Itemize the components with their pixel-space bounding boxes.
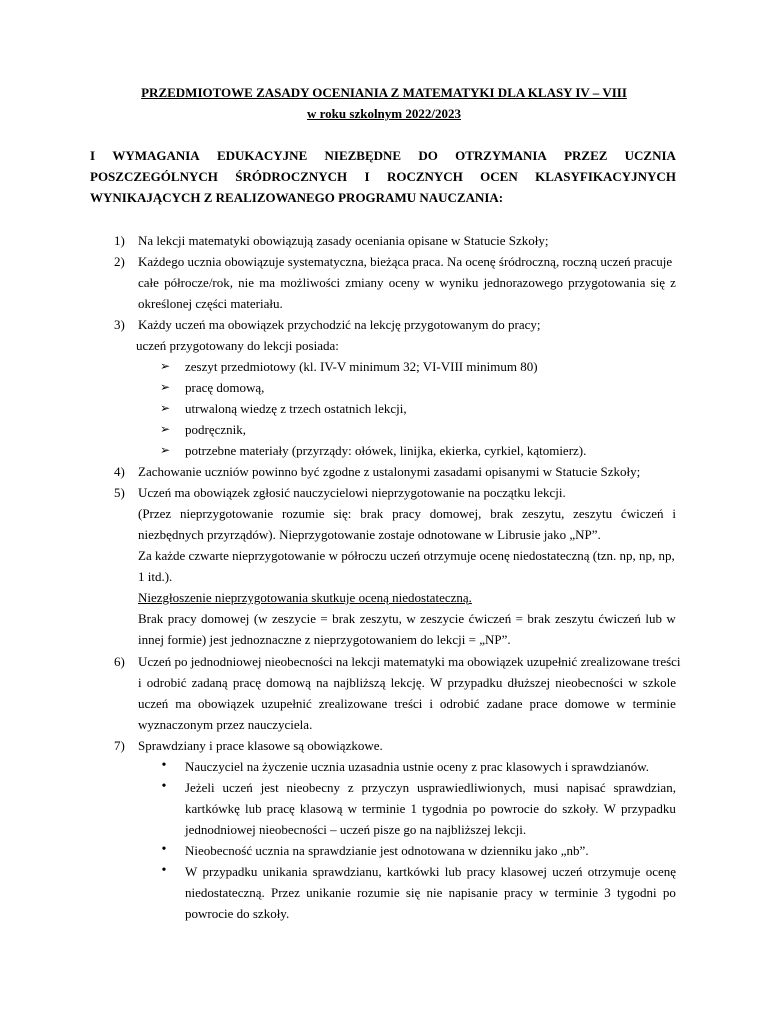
list-item-text bbox=[138, 506, 676, 522]
word: uczeń bbox=[222, 780, 253, 795]
list-item-text: innej formie) jest jednoznaczne z nieprzygotowaniem do lekcji = „NP”. bbox=[138, 632, 511, 647]
section-heading-line-3: WYNIKAJĄCYCH Z REALIZOWANEGO PROGRAMU NAUCZANIA: bbox=[90, 190, 504, 205]
underlined-rule-text: Niezgłoszenie nieprzygotowania skutkuje oceną niedostateczną. bbox=[138, 590, 472, 605]
word: DO bbox=[418, 148, 438, 163]
word: terminie bbox=[362, 801, 406, 816]
word: ŚRÓDROCZNYCH bbox=[235, 169, 348, 184]
word: w bbox=[666, 611, 676, 626]
word: (w bbox=[253, 611, 268, 626]
word: jednorazowego bbox=[483, 275, 563, 290]
bullet-item bbox=[185, 864, 676, 880]
arrow-list-item: podręcznik, bbox=[185, 422, 247, 437]
word: lub bbox=[444, 864, 462, 879]
word: = bbox=[320, 611, 328, 626]
word: domowej bbox=[201, 611, 250, 626]
list-item-text: Na lekcji matematyki obowiązują zasady oceniania opisane w Statucie Szkoły; bbox=[138, 233, 549, 248]
word: i bbox=[138, 675, 142, 690]
word: unikania bbox=[262, 864, 308, 879]
word: lekcję. bbox=[390, 675, 425, 690]
word: pracę bbox=[266, 801, 295, 816]
word: zadane bbox=[486, 696, 523, 711]
bullet-item: Nauczyciel na życzenie ucznia uzasadnia ustnie oceny z prac klasowych i sprawdzianów. bbox=[185, 759, 650, 774]
list-number: 1) bbox=[114, 233, 125, 248]
word: możliwości bbox=[280, 275, 341, 290]
arrow-bullet-icon: ➢ bbox=[159, 359, 171, 373]
section-heading-line-1 bbox=[90, 148, 676, 164]
word: W bbox=[430, 675, 443, 690]
word: ROCZNYCH bbox=[386, 169, 463, 184]
arrow-list-item: pracę domową, bbox=[185, 380, 265, 395]
word: oceny bbox=[388, 275, 420, 290]
list-item-text: niezbędnych przyrządów). Nieprzygotowanie zostaje odnotowane w Librusie jako „NP”. bbox=[138, 527, 601, 542]
list-number: 5) bbox=[114, 485, 125, 500]
bullet-item bbox=[185, 885, 676, 901]
bullet-item: jednodniowej nieobecności – uczeń pisze go na najbliższej lekcji. bbox=[185, 822, 527, 837]
word: przypadku bbox=[621, 801, 676, 816]
word: z bbox=[347, 780, 354, 795]
word: zadaną bbox=[191, 675, 228, 690]
arrow-bullet-icon: ➢ bbox=[159, 380, 171, 394]
list-item-text: wyznaczonym przez nauczyciela. bbox=[138, 717, 313, 732]
arrow-bullet-icon: ➢ bbox=[159, 443, 171, 457]
bullet-item: powrocie do szkoły. bbox=[185, 906, 290, 921]
word: rozumie bbox=[281, 506, 325, 521]
word: UCZNIA bbox=[624, 148, 676, 163]
word: prace bbox=[529, 696, 558, 711]
list-item-text bbox=[138, 611, 676, 627]
word: domowej, bbox=[429, 506, 482, 521]
word: odrobić bbox=[146, 675, 187, 690]
list-number: 3) bbox=[114, 317, 125, 332]
word: kartkówkę bbox=[185, 801, 240, 816]
word: zeszytu bbox=[573, 506, 613, 521]
section-heading-line-2 bbox=[90, 169, 676, 185]
word: domową bbox=[266, 675, 311, 690]
word: sprawdzian, bbox=[613, 780, 676, 795]
word: przypadku bbox=[447, 675, 503, 690]
word: półrocze/rok, bbox=[164, 275, 234, 290]
word: sprawdzianu, bbox=[312, 864, 382, 879]
word: nieobecności bbox=[555, 675, 624, 690]
word: OCEN bbox=[480, 169, 518, 184]
list-item-text bbox=[138, 696, 676, 712]
word: Jeżeli bbox=[185, 780, 215, 795]
word: i bbox=[429, 696, 433, 711]
word: ćwiczeń bbox=[468, 611, 512, 626]
word: zeszytu bbox=[554, 611, 594, 626]
word: zmiany bbox=[345, 275, 384, 290]
word: domowe bbox=[564, 696, 610, 711]
word: brak bbox=[527, 611, 551, 626]
word: szkole bbox=[642, 675, 676, 690]
word: się: bbox=[333, 506, 352, 521]
word: szkoły. bbox=[562, 801, 599, 816]
word: w bbox=[539, 885, 549, 900]
list-item-text: Zachowanie uczniów powinno być zgodne z ustalonymi zasadami opisanymi w Statucie Szkoły; bbox=[138, 464, 641, 479]
bullet-item bbox=[185, 801, 676, 817]
word: 3 bbox=[604, 885, 611, 900]
word: POSZCZEGÓLNYCH bbox=[90, 169, 218, 184]
word: zeszytu, bbox=[522, 506, 565, 521]
document-subtitle: w roku szkolnym 2022/2023 bbox=[307, 106, 461, 121]
word: się bbox=[405, 885, 421, 900]
list-item-text: Uczeń po jednodniowej nieobecności na lekcji matematyki ma obowiązek uzupełnić zrealizowane treści bbox=[138, 654, 681, 669]
word: uzupełnić bbox=[261, 696, 312, 711]
word: terminie bbox=[554, 885, 598, 900]
word: kartkówki bbox=[386, 864, 440, 879]
word: W bbox=[603, 801, 616, 816]
word: tygodnia bbox=[422, 801, 468, 816]
word: terminie bbox=[632, 696, 676, 711]
word: nie bbox=[426, 885, 443, 900]
word: lub bbox=[244, 801, 262, 816]
word: zeszycie bbox=[420, 611, 465, 626]
word: ma bbox=[175, 696, 192, 711]
word: brak bbox=[332, 611, 356, 626]
word: całe bbox=[138, 275, 159, 290]
word: = bbox=[515, 611, 523, 626]
arrow-list-item: potrzebne materiały (przyrządy: ołówek, linijka, ekierka, cyrkiel, kątomierz). bbox=[185, 443, 587, 458]
word: z bbox=[670, 275, 676, 290]
word: lub bbox=[645, 611, 662, 626]
word: się bbox=[650, 275, 665, 290]
bullet-item bbox=[185, 780, 676, 796]
word: tygodni bbox=[616, 885, 657, 900]
word: unikanie bbox=[306, 885, 351, 900]
word: I bbox=[364, 169, 370, 184]
arrow-list-item: utrwaloną wiedzę z trzech ostatnich lekcji, bbox=[185, 401, 407, 416]
word: jest bbox=[260, 780, 279, 795]
word: nieprzygotowanie bbox=[180, 506, 274, 521]
word: klasową bbox=[299, 801, 343, 816]
word: w bbox=[347, 801, 357, 816]
bullet-icon: • bbox=[161, 758, 167, 773]
word: brak bbox=[360, 506, 384, 521]
word: po bbox=[662, 885, 676, 900]
list-item-text: Sprawdziany i prace klasowe są obowiązkowe. bbox=[138, 738, 383, 753]
word: klasowej bbox=[500, 864, 547, 879]
list-item-text: Każdego ucznia obowiązuje systematyczna, bieżąca praca. Na ocenę śródroczną, roczną uczeń pracuje bbox=[138, 254, 673, 269]
word: uczeń bbox=[552, 864, 583, 879]
word: napisać bbox=[566, 780, 606, 795]
list-number: 6) bbox=[114, 654, 125, 669]
word: nieobecny bbox=[286, 780, 340, 795]
word: wyniku bbox=[439, 275, 479, 290]
list-item-text: uczeń przygotowany do lekcji posiada: bbox=[136, 338, 339, 353]
word: przypadku bbox=[202, 864, 258, 879]
word: do bbox=[544, 801, 558, 816]
word: pracy bbox=[167, 611, 197, 626]
word: OTRZYMANIA bbox=[455, 148, 547, 163]
list-item-text: określonej części materiału. bbox=[138, 296, 283, 311]
word: zeszycie bbox=[271, 611, 316, 626]
bullet-icon: • bbox=[161, 842, 167, 857]
word: ma bbox=[259, 275, 276, 290]
word: pracy bbox=[466, 864, 496, 879]
word: niedostateczną. bbox=[185, 885, 265, 900]
word: i bbox=[672, 506, 676, 521]
word: pracy bbox=[392, 506, 421, 521]
word: w bbox=[616, 696, 626, 711]
list-number: 2) bbox=[114, 254, 125, 269]
word: powrocie bbox=[490, 801, 540, 816]
bullet-icon: • bbox=[161, 863, 167, 878]
word: Brak bbox=[138, 611, 164, 626]
list-item-text bbox=[138, 275, 676, 291]
word: brak bbox=[490, 506, 514, 521]
bullet-item: Nieobecność ucznia na sprawdzianie jest odnotowana w dzienniku jako „nb”. bbox=[185, 843, 589, 858]
list-number: 4) bbox=[114, 464, 125, 479]
word: napisanie bbox=[448, 885, 498, 900]
list-item-text: Za każde czwarte nieprzygotowanie w półroczu uczeń otrzymuje ocenę niedostateczną (tzn. np, np, np, bbox=[138, 548, 675, 563]
word: zrealizowane bbox=[318, 696, 388, 711]
word: pracę bbox=[232, 675, 261, 690]
word: po bbox=[472, 801, 486, 816]
list-item-text: 1 itd.). bbox=[138, 569, 173, 584]
word: najbliższą bbox=[333, 675, 386, 690]
word: w bbox=[424, 275, 435, 290]
list-item-text: Każdy uczeń ma obowiązek przychodzić na lekcję przygotowanym do pracy; bbox=[138, 317, 541, 332]
word: dłuższej bbox=[507, 675, 551, 690]
word: w bbox=[406, 611, 416, 626]
word: zeszytu, bbox=[359, 611, 402, 626]
arrow-bullet-icon: ➢ bbox=[159, 422, 171, 436]
word: KLASYFIKACYJNYCH bbox=[535, 169, 676, 184]
word: usprawiedliwionych, bbox=[416, 780, 526, 795]
document-title: PRZEDMIOTOWE ZASADY OCENIANIA Z MATEMATYKI DLA KLASY IV – VIII bbox=[141, 85, 627, 100]
word: musi bbox=[533, 780, 559, 795]
bullet-icon: • bbox=[161, 779, 167, 794]
word: WYMAGANIA bbox=[112, 148, 200, 163]
word: przygotowania bbox=[568, 275, 646, 290]
list-item-text: Uczeń ma obowiązek zgłosić nauczycielowi nieprzygotowanie na początku lekcji. bbox=[138, 485, 566, 500]
word: w bbox=[628, 675, 638, 690]
word: ćwiczeń bbox=[620, 506, 664, 521]
word: odrobić bbox=[439, 696, 480, 711]
word: otrzymuje bbox=[587, 864, 641, 879]
word: EDUKACYJNE bbox=[216, 148, 308, 163]
word: pracy bbox=[503, 885, 533, 900]
arrow-bullet-icon: ➢ bbox=[159, 401, 171, 415]
word: (Przez bbox=[138, 506, 172, 521]
word: W bbox=[185, 864, 198, 879]
list-number: 7) bbox=[114, 738, 125, 753]
word: I bbox=[90, 148, 96, 163]
word: rozumie bbox=[357, 885, 400, 900]
word: treści bbox=[394, 696, 423, 711]
word: Przez bbox=[270, 885, 300, 900]
word: PRZEZ bbox=[564, 148, 608, 163]
list-item-text bbox=[138, 675, 676, 691]
word: NIEZBĘDNE bbox=[324, 148, 402, 163]
word: obowiązek bbox=[198, 696, 255, 711]
word: 1 bbox=[410, 801, 417, 816]
word: na bbox=[316, 675, 329, 690]
word: nie bbox=[238, 275, 255, 290]
word: uczeń bbox=[138, 696, 169, 711]
arrow-list-item: zeszyt przedmiotowy (kl. IV-V minimum 32; VI-VIII minimum 80) bbox=[185, 359, 538, 374]
word: ocenę bbox=[645, 864, 676, 879]
word: przyczyn bbox=[361, 780, 410, 795]
word: ćwiczeń bbox=[598, 611, 641, 626]
